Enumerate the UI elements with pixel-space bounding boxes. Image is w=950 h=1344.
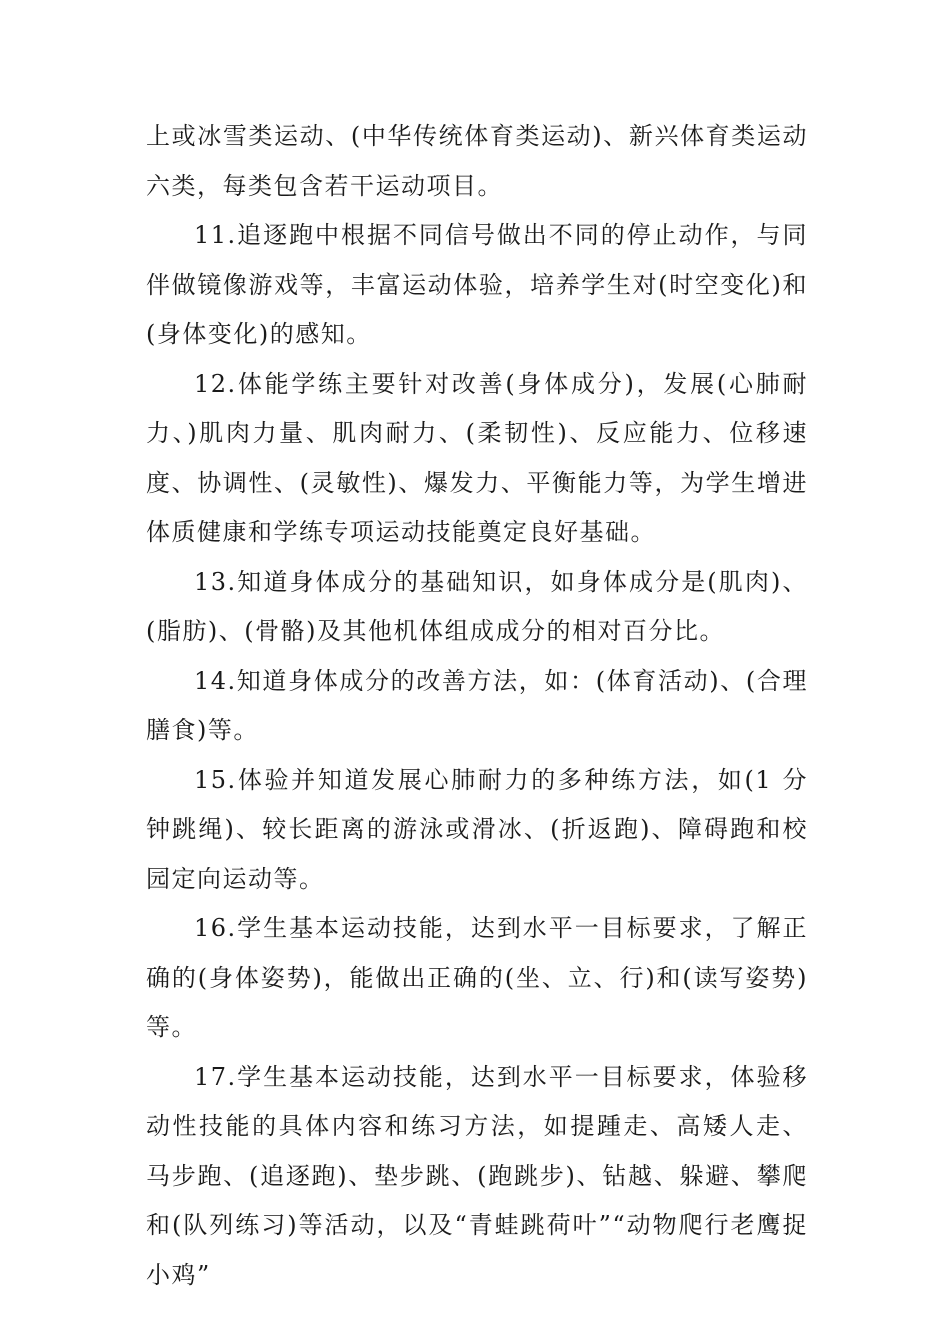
paragraph-item-15: 15.体验并知道发展心肺耐力的多种练方法，如(1 分钟跳绳)、较长距离的游泳或滑冰、(折返跑)、障碍跑和校园定向运动等。 xyxy=(146,765,808,893)
document-body xyxy=(146,112,808,1300)
paragraph-item-11: 11.追逐跑中根据不同信号做出不同的停止动作，与同伴做镜像游戏等，丰富运动体验，培养学生对(时空变化)和(身体变化)的感知。 xyxy=(146,221,808,348)
paragraph-item-12: 12.体能学练主要针对改善(身体成分)，发展(心肺耐力、)肌肉力量、肌肉耐力、(柔韧性)、反应能力、位移速度、协调性、(灵敏性)、爆发力、平衡能力等，为学生增进体质健康和学练专项运动技能奠定良好基础。 xyxy=(146,369,808,546)
paragraph-item-16: 16.学生基本运动技能，达到水平一目标要求，了解正确的(身体姿势)，能做出正确的(坐、立、行)和(读写姿势)等。 xyxy=(146,914,808,1041)
paragraph-item-13: 13.知道身体成分的基础知识，如身体成分是(肌肉)、(脂肪)、(骨骼)及其他机体组成成分的相对百分比。 xyxy=(146,567,808,645)
paragraph-continuation: 上或冰雪类运动、(中华传统体育类运动)、新兴体育类运动六类，每类包含若干运动项目。 xyxy=(146,122,808,200)
paragraph-item-14: 14.知道身体成分的改善方法，如：(体育活动)、(合理膳食)等。 xyxy=(146,666,808,744)
paragraph-item-17: 17.学生基本运动技能，达到水平一目标要求，体验移动性技能的具体内容和练习方法，如提踵走、高矮人走、马步跑、(追逐跑)、垫步跳、(跑跳步)、钻越、躲避、攀爬和(队列练习)等活动，以及“青蛙跳荷叶”“动物爬行老鹰捉小鸡” xyxy=(146,1062,808,1289)
